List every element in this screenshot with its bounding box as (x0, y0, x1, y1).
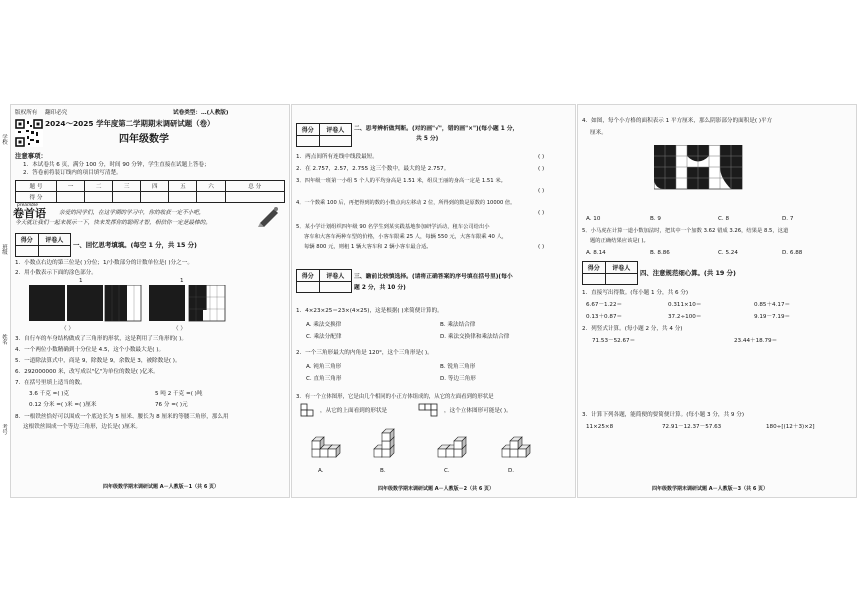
grader-fill-row (297, 136, 351, 147)
choice-4-cont: 厘米。 (590, 130, 607, 136)
grader-box-3 (296, 269, 352, 293)
grader-name-cell[interactable] (320, 136, 351, 147)
grader-fill-row (16, 246, 70, 257)
grader-score-cell[interactable] (297, 282, 320, 293)
top-view-figure (418, 403, 444, 417)
qr-code-icon (15, 119, 43, 147)
score-header: 一 (57, 181, 85, 192)
grader-fill-row (583, 274, 637, 285)
section-3-heading-cont: 题 2 分，共 10 分) (354, 285, 406, 291)
calc-1-heading: 1．直接写出得数。(每小题 1 分，共 6 分) (582, 290, 689, 296)
judge-3: 3．四年级一班第一小组 5 个人的平均身高是 1.51 米，组员王丽的身高一定是 1.51 米。 (296, 178, 506, 184)
conversion-4: 76 分 =( )元 (155, 402, 188, 408)
score-cell[interactable] (85, 192, 113, 203)
grader-header (297, 270, 351, 282)
judge-4-paren[interactable]: ( ) (538, 210, 545, 216)
judge-5-cont: 客车和大客车两种车型的价格，小客车限乘 25 人，每辆 550 元，大客车限乘 40 人， (304, 234, 508, 240)
choice-5: 5．小马虎在计算一道小数加法时，把其中一个加数 3.62 错成 3.26，结果是 8.5，这道 (582, 228, 789, 234)
section-2-heading-cont: 共 5 分) (416, 136, 439, 142)
choice-3: 3．有一个立体图形，它是由几个相同的小正方体组成的，从它的左面看到的形状是 (296, 394, 494, 400)
no-copy-note: 翻印必究 (45, 110, 68, 116)
choice-2-c[interactable]: C. 直角三角形 (306, 376, 342, 382)
score-cell[interactable] (225, 192, 284, 203)
vertical-calc-2: 23.44＋18.79＝ (734, 338, 778, 344)
question-1-4: 4．一个两位小数精确到十分位是 4.5，这个小数最大是( )。 (15, 347, 165, 353)
question-1-8-cont: 这根铁丝围成一个等边三角形，边长是( )厘米。 (23, 424, 142, 430)
question-1-3: 3．自行车的车身结构做成了三角形的形状，这是利用了三角形的( )。 (15, 336, 187, 342)
choice-1-c[interactable]: C. 乘法分配律 (306, 334, 342, 340)
score-cell[interactable] (113, 192, 141, 203)
grader-name-label: 评卷人 (612, 265, 631, 272)
score-table (15, 180, 285, 203)
strip-id: 考号 (1, 424, 7, 435)
question-1-5: 5．一道除法算式中，商是 9，除数是 9，余数是 3，被除数是( )。 (15, 358, 181, 364)
choice-1-a[interactable]: A. 乘法交换律 (306, 322, 342, 328)
simplify-calc-3: 180÷[(12＋3)×2] (766, 424, 815, 430)
vertical-calc-1: 71.53－52.67＝ (592, 338, 636, 344)
grader-score-cell[interactable] (297, 136, 320, 147)
score-header: 二 (85, 181, 113, 192)
preamble-tag: preamble (17, 203, 38, 208)
simplify-calc-1: 11×25×8 (586, 424, 614, 430)
score-header-row (16, 181, 285, 192)
judge-1: 1．两点间所有连线中线段最短。 (296, 154, 378, 160)
page-2-footer: 四年级数学期末调研试题 A－人教版－2（共 6 页） (378, 486, 495, 492)
judge-5-cont-2: 每辆 800 元，则租 1 辆大客车和 2 辆小客车最合适。 (304, 244, 432, 250)
choice-2-a[interactable]: A. 钝角三角形 (306, 364, 342, 370)
conversion-2: 5 吨 2 千克 =( )吨 (155, 391, 203, 397)
grader-box-1 (15, 233, 71, 257)
decimal-shading-figures (29, 285, 269, 325)
choice-2-d[interactable]: D. 等边三角形 (440, 376, 476, 382)
oral-calc-2: 0.311×10＝ (668, 302, 702, 308)
oral-calc-3: 0.85＋4.17＝ (754, 302, 791, 308)
preamble-glyph: 卷首语 (13, 207, 46, 220)
grader-name-label: 评卷人 (326, 273, 345, 280)
choice-3-top-view: ，这个立体图形可能是( )。 (444, 408, 512, 414)
left-view-figure (300, 403, 322, 417)
score-cell[interactable] (57, 192, 85, 203)
choice-4-a[interactable]: A. 10 (586, 216, 601, 222)
note-1: 1．本试卷共 6 页，满分 100 分，时间 90 分钟，学生直接在试题上答卷； (23, 162, 210, 168)
score-header: 四 (141, 181, 169, 192)
judge-2: 2．在 2.757，2.57，2.755 这三个数中，最大的是 2.757。 (296, 166, 450, 172)
section-3-heading: 三、瞻前比较慎选择。(请将正确答案的序号填在括号里)(每小 (354, 274, 513, 280)
score-header: 三 (113, 181, 141, 192)
grader-name-label: 评卷人 (326, 127, 345, 134)
score-cell[interactable] (169, 192, 197, 203)
pencil-illustration-icon (257, 205, 281, 227)
grader-name-label: 评卷人 (45, 237, 64, 244)
score-cell[interactable] (197, 192, 225, 203)
exam-page-3 (577, 104, 857, 498)
question-1-7: 7．在括号里填上适当的数。 (15, 380, 86, 386)
conversion-1: 3.6 千克 =( )克 (29, 391, 70, 397)
score-value-row (16, 192, 285, 203)
copyright-note: 版权所有 (15, 110, 38, 116)
exam-page-1 (10, 104, 290, 498)
score-row-label: 得 分 (16, 192, 57, 203)
choice-4-c[interactable]: C. 8 (718, 216, 730, 222)
shaded-grid-figure (654, 145, 744, 197)
choice-4: 4．如图，每个小方格的面积表示 1 平方厘米，那么阴影部分的面积是( )平方 (582, 118, 773, 124)
grader-score-label: 得分 (297, 270, 320, 281)
grader-name-cell[interactable] (320, 282, 351, 293)
grader-score-label: 得分 (297, 124, 320, 135)
exam-title: 2024～2025 学年度第二学期期末调研试题（卷） (45, 119, 215, 128)
judge-4: 4．一个数乘 100 后，再把得到的数的小数点向左移动 2 位，所得到的数是原数的 10000 倍。 (296, 200, 516, 206)
choice-2-b[interactable]: B. 锐角三角形 (440, 364, 476, 370)
judge-5: 5．某小学计划组织四年级 90 名学生到某实践基地参加研学活动，租车公司给出小 (296, 224, 490, 230)
grader-name-cell[interactable] (39, 246, 70, 257)
choice-5-b[interactable]: B. 8.86 (650, 250, 670, 256)
judge-3-paren[interactable]: ( ) (538, 188, 545, 194)
figure-1-label: 1 (79, 278, 83, 284)
section-4-heading: 四、注意规范细心算。(共 19 分) (640, 269, 736, 277)
cube-option-a[interactable]: A. (318, 468, 324, 474)
question-1-8: 8．一根铁丝恰好可以围成一个底边长为 5 厘米、腰长为 8 厘米的等腰三角形，那么用 (15, 414, 229, 420)
grader-header (583, 262, 637, 274)
choice-5-cont: 题的正确结果应该是( )。 (590, 238, 649, 244)
score-header: 五 (169, 181, 197, 192)
oral-calc-5: 37.2÷100＝ (668, 314, 702, 320)
score-header: 总 分 (225, 181, 284, 192)
grader-box-4 (582, 261, 638, 285)
choice-5-d[interactable]: D. 6.88 (782, 250, 803, 256)
strip-class: 班级 (1, 244, 7, 255)
cube-option-c[interactable]: C. (444, 468, 450, 474)
judge-5-paren[interactable]: ( ) (538, 244, 545, 250)
notes-heading: 注意事项： (15, 152, 47, 160)
calc-2-heading: 2．列竖式计算。(每小题 2 分，共 4 分) (582, 326, 683, 332)
grader-score-cell[interactable] (583, 274, 606, 285)
choice-1: 1．4×23×25＝23×(4×25)，这是根据( )来简便计算的。 (296, 308, 443, 314)
grader-score-label: 得分 (16, 234, 39, 245)
section-2-heading: 二、思考辨析做判断。(对的画"√"，错的画"×")(每小题 1 分， (354, 126, 519, 132)
grader-score-cell[interactable] (16, 246, 39, 257)
grader-score-label: 得分 (583, 262, 606, 273)
simplify-calc-2: 72.91－12.37－57.63 (662, 424, 722, 430)
answer-blank-2[interactable]: （ ） (173, 326, 186, 332)
exam-subtitle: 四年级数学 (119, 134, 169, 145)
strip-name: 姓名 (1, 334, 7, 345)
score-header: 题 号 (16, 181, 57, 192)
grader-fill-row (297, 282, 351, 293)
page-3-footer: 四年级数学期末调研试题 A－人教版－3（共 6 页） (652, 486, 769, 492)
judge-1-paren[interactable]: ( ) (538, 154, 545, 160)
note-2: 2．答卷前将装订线内的项目填写清楚。 (23, 170, 122, 176)
grader-header (16, 234, 70, 246)
grader-header (297, 124, 351, 136)
cube-options-figure (310, 423, 560, 465)
question-1-1: 1．小数点右边的第三位是( )分位；1/小数部分的计数单位是( )分之一。 (15, 260, 193, 266)
choice-4-d[interactable]: D. 7 (782, 216, 794, 222)
question-1-6: 6．292000000 米，改写成以"亿"为单位的数是( )亿米。 (15, 369, 159, 375)
oral-calc-6: 9.19－7.19＝ (754, 314, 791, 320)
calc-3-heading: 3．计算下列各题，能简便的要简便计算。(每小题 3 分，共 9 分) (582, 412, 744, 418)
choice-3-left-view: ，从它的上面看到的形状是 (320, 408, 388, 414)
question-1-2: 2．用小数表示下面的涂色部分。 (15, 270, 97, 276)
choice-2: 2．一个三角形最大的内角是 120°，这个三角形是( )。 (296, 350, 433, 356)
preamble-text-2: 今天就让我们一起来展示一下，快来发挥你的聪明才智，相信你一定是最棒的。 (15, 220, 211, 226)
choice-1-d[interactable]: D. 乘法交换律和乘法结合律 (440, 334, 510, 340)
exam-page-2 (291, 104, 576, 498)
judge-2-paren[interactable]: ( ) (538, 166, 545, 172)
preamble-text: 亲爱的同学们，在这学期的学习中，你的收获一定不小吧， (59, 210, 205, 216)
choice-1-b[interactable]: B. 乘法结合律 (440, 322, 476, 328)
score-header: 六 (197, 181, 225, 192)
section-1-heading: 一、回忆思考填填。(每空 1 分，共 15 分) (73, 241, 197, 249)
cube-option-b[interactable]: B. (380, 468, 386, 474)
grader-box-2 (296, 123, 352, 147)
exam-type: 试卷类型：…(人教版) (173, 110, 229, 116)
answer-blank-1[interactable]: （ ） (61, 326, 74, 332)
score-cell[interactable] (141, 192, 169, 203)
cube-option-d[interactable]: D. (508, 468, 515, 474)
choice-5-a[interactable]: A. 8.14 (586, 250, 606, 256)
figure-2-label: 1 (180, 278, 184, 284)
choice-5-c[interactable]: C. 5.24 (718, 250, 738, 256)
strip-school: 学校 (1, 134, 7, 145)
page-1-footer: 四年级数学期末调研试题 A－人教版－1（共 6 页） (103, 484, 220, 490)
choice-4-b[interactable]: B. 9 (650, 216, 661, 222)
conversion-3: 0.12 分米 =( )米 =( )厘米 (29, 402, 97, 408)
oral-calc-4: 0.13＋0.87＝ (586, 314, 623, 320)
oral-calc-1: 6.67－1.22＝ (586, 302, 623, 308)
grader-name-cell[interactable] (606, 274, 637, 285)
